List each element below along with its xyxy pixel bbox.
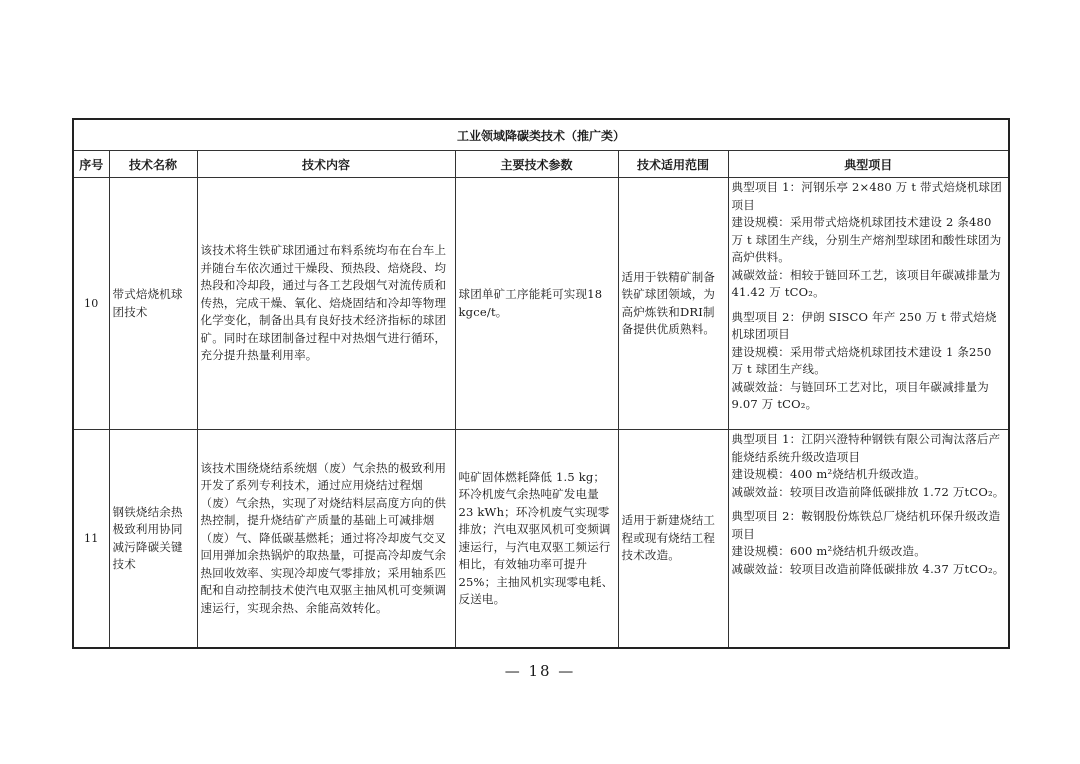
tech-scope: 适用于铁精矿制备铁矿球团领域，为高炉炼铁和DRI制备提供优质熟料。: [618, 178, 728, 430]
technology-table: [72, 118, 1010, 649]
header-params: 主要技术参数: [455, 151, 618, 178]
row-number: 11: [73, 430, 109, 649]
typical-projects: [728, 178, 1009, 430]
table-row: [73, 430, 1009, 649]
typical-projects: [728, 430, 1009, 649]
header-scope: 技术适用范围: [618, 151, 728, 178]
tech-name: 带式焙烧机球团技术: [109, 178, 197, 430]
project-line: 减碳效益：相较于链回环工艺，该项目年碳减排量为 41.42 万 tCO₂。: [731, 267, 1001, 299]
tech-params: 球团单矿工序能耗可实现18 kgce/t。: [455, 178, 618, 430]
table-row: [73, 178, 1009, 430]
project-line: 减碳效益：较项目改造前降低碳排放 1.72 万tCO₂。: [731, 484, 1005, 499]
project-line: 典型项目 2：伊朗 SISCO 年产 250 万 t 带式焙烧机球团项目: [731, 309, 997, 341]
table-title: 工业领域降碳类技术（推广类）: [73, 119, 1009, 151]
project-line: 减碳效益：与链回环工艺对比，项目年碳减排量为 9.07 万 tCO₂。: [731, 379, 989, 411]
project-line: 典型项目 1：河钢乐亭 2×480 万 t 带式焙烧机球团项目: [731, 180, 1002, 212]
project-line: 建设规模：600 m²烧结机升级改造。: [731, 544, 926, 558]
tech-content: 该技术围绕烧结系统烟（废）气余热的极致利用开发了系列专利技术，通过应用烧结过程烟（废）气余热，实现了对烧结料层高度方向的供热控制，提升烧结矿产质量的基础上可减排烟（废）气、降低碳基燃耗；通过将冷却废气交叉回用弹加余热锅炉的取热量，可提高冷却废气余热回收效率、实现冷却废气零排放；采用轴系匹配和自动控制技术使汽电双驱主抽风机可变频调速运行，实现余热、余能高效转化。: [197, 430, 455, 649]
project-line: 建设规模：400 m²烧结机升级改造。: [731, 467, 926, 481]
tech-content: 该技术将生铁矿球团通过布料系统均布在台车上并随台车依次通过干燥段、预热段、焙烧段、均热段和冷却段，通过与各工艺段烟气对流传质和传热，完成干燥、氧化、焙烧固结和冷却等物理化学变化，制备出具有良好技术经济指标的球团矿。同时在球团制备过程中对热烟气进行循环，充分提升热量利用率。: [197, 178, 455, 430]
header-no: 序号: [73, 151, 109, 178]
project-gap: [732, 302, 1006, 309]
project-line: 建设规模：采用带式焙烧机球团技术建设 1 条250 万 t 球团生产线。: [731, 344, 992, 376]
tech-name: 钢铁烧结余热极致利用协同减污降碳关键技术: [109, 430, 197, 649]
table-header-row: [73, 151, 1009, 178]
tech-params: 吨矿固体燃耗降低 1.5 kg；环冷机废气余热吨矿发电量 23 kWh；环冷机废气实现零排放；汽电双驱风机可变频调速运行，与汽电双驱工频运行相比，有效轴功率可提升 25%；主抽风机实现零电耗、反送电。: [455, 430, 618, 649]
project-line: 典型项目 1：江阴兴澄特种钢铁有限公司淘汰落后产能烧结系统升级改造项目: [731, 432, 1001, 464]
tech-scope: 适用于新建烧结工程或现有烧结工程技术改造。: [618, 430, 728, 649]
header-projects: 典型项目: [728, 151, 1009, 178]
row-number: 10: [73, 178, 109, 430]
header-name: 技术名称: [109, 151, 197, 178]
project-line: 减碳效益：较项目改造前降低碳排放 4.37 万tCO₂。: [731, 561, 1005, 576]
header-content: 技术内容: [197, 151, 455, 178]
project-line: 典型项目 2：鞍钢股份炼铁总厂烧结机环保升级改造项目: [731, 509, 1001, 541]
project-gap: [732, 501, 1006, 508]
project-line: 建设规模：采用带式焙烧机球团技术建设 2 条480 万 t 球团生产线，分别生产熔剂型球团和酸性球团为高炉供料。: [731, 215, 1002, 264]
page-number: — 18 —: [504, 662, 576, 680]
